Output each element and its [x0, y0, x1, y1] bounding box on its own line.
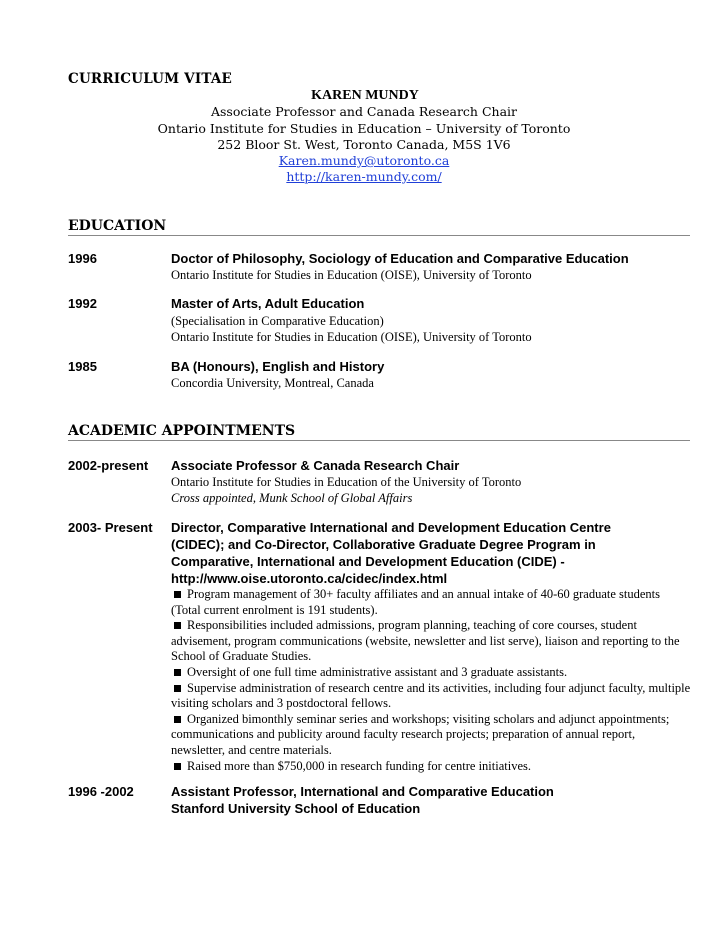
bullet-marker	[174, 622, 181, 629]
appt-title-1996: Assistant Professor, International and Comparative Education	[171, 784, 554, 799]
edu-institution-1985: Concordia University, Montreal, Canada	[171, 376, 374, 390]
bullet-marker	[174, 591, 181, 598]
edu-institution-1996: Ontario Institute for Studies in Education (OISE), University of Toronto	[171, 268, 532, 282]
education-heading: EDUCATION	[68, 218, 167, 234]
address: 252 Bloor St. West, Toronto Canada, M5S 1V6	[217, 137, 511, 152]
website-link[interactable]: http://karen-mundy.com/	[286, 169, 442, 184]
edu-year-1992: 1992	[68, 296, 97, 311]
bullet-marker	[174, 716, 181, 723]
bullet-item: Program management of 30+ faculty affiliates and an annual intake of 40-60 graduate students (Total current enrolment is 191 students).	[171, 587, 660, 617]
bullet-marker	[174, 763, 181, 770]
appt-dates-2003: 2003- Present	[68, 520, 153, 535]
bullet-item: Raised more than $750,000 in research funding for centre initiatives.	[171, 759, 691, 775]
appointments-heading: ACADEMIC APPOINTMENTS	[68, 423, 296, 439]
edu-degree-1985: BA (Honours), English and History	[171, 359, 385, 374]
cidec-url[interactable]: http://www.oise.utoronto.ca/cidec/index.html	[171, 571, 448, 586]
edu-institution-1992: Ontario Institute for Studies in Education (OISE), University of Toronto	[171, 330, 532, 344]
appt-institution-2002: Ontario Institute for Studies in Education of the University of Toronto	[171, 475, 522, 489]
appt-title-2003-line3: Comparative, International and Development Education (CIDE) -	[171, 554, 565, 569]
edu-degree-1992: Master of Arts, Adult Education	[171, 296, 365, 311]
appt-title-2003-line2: (CIDEC); and Co-Director, Collaborative Graduate Degree Program in	[171, 537, 596, 552]
bullet-item: Organized bimonthly seminar series and workshops; visiting scholars and adjunct appointments; communications and publicity around faculty research projects; preparation of annual report, newsletter, and centre materials.	[171, 711, 670, 757]
bullet-marker	[174, 669, 181, 676]
appt-title-2003-line1: Director, Comparative International and Development Education Centre	[171, 520, 611, 535]
institution: Ontario Institute for Studies in Education – University of Toronto	[157, 121, 571, 136]
appt-title-2002: Associate Professor & Canada Research Chair	[171, 458, 460, 473]
appt-dates-1996: 1996 -2002	[68, 784, 134, 799]
bullet-item: Oversight of one full time administrative assistant and 3 graduate assistants.	[171, 665, 691, 681]
cv-label: CURRICULUM VITAE	[68, 71, 233, 87]
appt-cross-appointment: Cross appointed, Munk School of Global Affairs	[171, 491, 413, 505]
bullet-item: Supervise administration of research centre and its activities, including four adjunct faculty, multiple visiting scholars and 3 postdoctoral fellows.	[171, 680, 691, 711]
person-name: KAREN MUNDY	[311, 88, 419, 103]
email-link[interactable]: Karen.mundy@utoronto.ca	[278, 153, 450, 168]
education-rule	[68, 235, 690, 236]
bullet-item: Responsibilities included admissions, program planning, teaching of core courses, student advisement, program communications (website, newsletter and list serve), liaison and reporting to the School of Graduate Studies.	[171, 618, 680, 664]
edu-degree-1996: Doctor of Philosophy, Sociology of Education and Comparative Education	[171, 251, 629, 266]
bullet-marker	[174, 685, 181, 692]
edu-year-1996: 1996	[68, 251, 97, 266]
appt-institution-1996: Stanford University School of Education	[171, 801, 421, 816]
edu-year-1985: 1985	[68, 359, 97, 374]
edu-specialisation-1992: (Specialisation in Comparative Education)	[171, 314, 384, 328]
responsibility-list	[171, 587, 691, 774]
appt-dates-2002: 2002-present	[68, 458, 149, 473]
appointments-rule	[68, 440, 690, 441]
position-title: Associate Professor and Canada Research Chair	[210, 104, 517, 119]
